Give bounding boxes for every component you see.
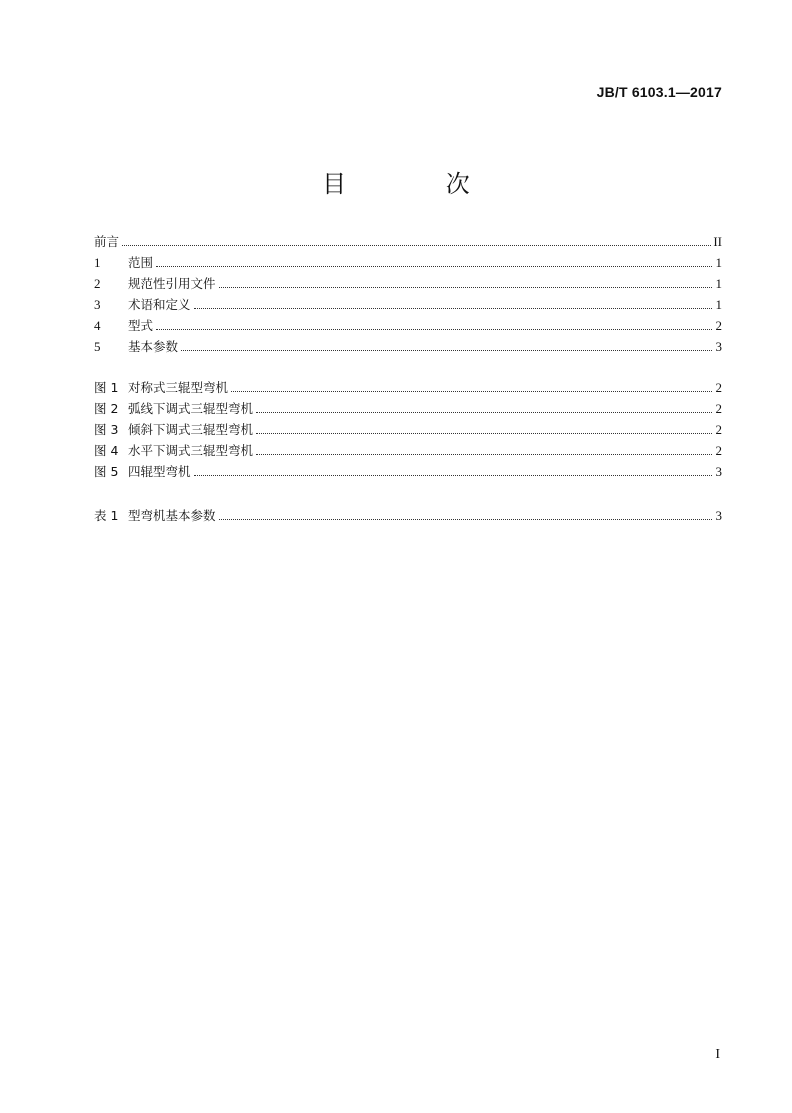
toc-entry-number: 图 1 [94,380,119,395]
toc-entry-label: 对称式三辊型弯机 [128,380,229,395]
toc-entry-number: 2 [94,276,101,291]
toc-entry-number: 图 4 [94,443,119,458]
dot-leader [256,411,712,413]
toc-entry-number: 5 [94,339,101,354]
toc-entry-page: 1 [715,297,722,312]
dot-leader [256,453,712,455]
toc-entry-number: 3 [94,297,101,312]
toc-entry-page: 1 [715,276,722,291]
toc-entry-page: 1 [715,255,722,270]
toc-entry-label: 四辊型弯机 [128,464,191,479]
toc-entry-page: 3 [715,339,722,354]
toc-figure-5[interactable] [94,462,722,483]
toc-figures [94,378,722,483]
toc-entry-number: 1 [94,255,101,270]
toc-entry-label: 弧线下调式三辊型弯机 [128,401,254,416]
toc-figure-2[interactable] [94,399,722,420]
toc-figure-1[interactable] [94,378,722,399]
toc-entry-foreword[interactable] [94,232,722,253]
toc-entry-number: 图 2 [94,401,119,416]
dot-leader [219,518,712,520]
toc-entry-label: 术语和定义 [128,297,191,312]
toc-entry-terms[interactable] [94,295,722,316]
dot-leader [122,244,711,246]
toc-entry-page: 2 [715,422,722,437]
dot-leader [156,265,712,267]
toc-entry-number: 图 3 [94,422,119,437]
dot-leader [194,474,712,476]
toc-entry-page: 2 [715,380,722,395]
toc-sections [94,232,722,358]
toc-entry-label: 倾斜下调式三辊型弯机 [128,422,254,437]
toc-entry-number: 表 1 [94,508,119,523]
toc-table-1[interactable] [94,506,722,527]
toc-entry-page: 3 [715,508,722,523]
dot-leader [156,328,712,330]
standard-number: JB/T 6103.1—2017 [596,84,722,100]
toc-entry-basic-parameters[interactable] [94,337,722,358]
toc-entry-page: 2 [715,401,722,416]
toc-entry-number: 4 [94,318,101,333]
toc-entry-label: 范围 [128,255,154,270]
toc-figure-4[interactable] [94,441,722,462]
toc-entry-page: 2 [715,318,722,333]
toc-entry-normative-references[interactable] [94,274,722,295]
toc-entry-types[interactable] [94,316,722,337]
toc-entry-number: 图 5 [94,464,119,479]
page-title: 目 次 [322,170,516,198]
toc-entry-label: 基本参数 [128,339,179,354]
toc-entry-page: 3 [715,464,722,479]
dot-leader [256,432,712,434]
toc-figure-3[interactable] [94,420,722,441]
toc-tables [94,506,722,527]
toc-entry-label: 型弯机基本参数 [128,508,216,523]
toc-entry-label: 水平下调式三辊型弯机 [128,443,254,458]
dot-leader [181,349,712,351]
dot-leader [194,307,712,309]
toc-entry-label: 前言 [94,234,120,249]
dot-leader [219,286,712,288]
toc-entry-page: II [713,234,722,249]
toc-entry-label: 规范性引用文件 [128,276,216,291]
toc-entry-label: 型式 [128,318,154,333]
page-number: I [715,1047,720,1062]
toc-entry-page: 2 [715,443,722,458]
dot-leader [231,390,712,392]
toc-entry-scope[interactable] [94,253,722,274]
